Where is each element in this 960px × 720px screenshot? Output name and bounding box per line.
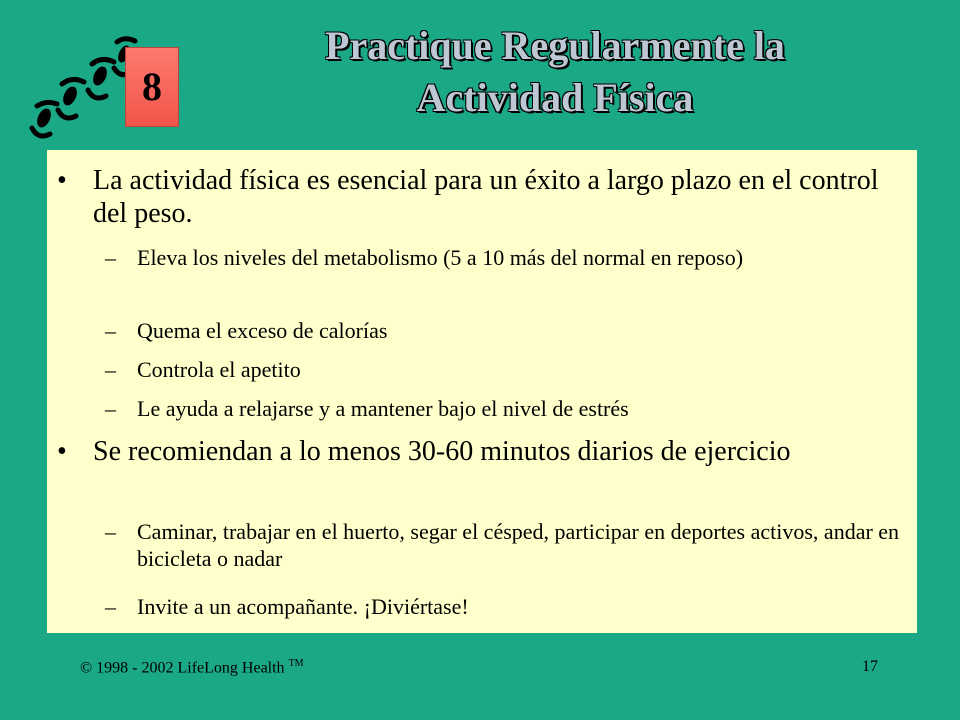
subitem-2-1: Caminar, trabajar en el huerto, segar el césped, participar en deportes activos, andar en bicicleta o nadar [137, 519, 900, 571]
subitem-1-1: Eleva los niveles del metabolismo (5 a 10 más del normal en reposo) [137, 245, 744, 270]
footprints-icon [22, 28, 142, 143]
bullet-dot: • [57, 436, 67, 467]
page-number: 17 [862, 658, 878, 675]
copyright-text: © 1998 - 2002 LifeLong Health [80, 659, 285, 677]
subitem-1-2: Quema el exceso de calorías [137, 318, 388, 343]
dash: – [105, 519, 116, 544]
bullet-text-2: Se recomiendan a lo menos 30-60 minutos diarios de ejercicio [93, 436, 791, 467]
dash: – [105, 357, 116, 382]
dash: – [105, 245, 116, 270]
bullet-dot: • [57, 165, 67, 196]
copyright-footer [80, 658, 304, 677]
title-line-1: Practique Regularmente la [325, 23, 785, 68]
dash: – [105, 396, 116, 421]
subitem-1-4: Le ayuda a relajarse y a mantener bajo el nivel de estrés [137, 396, 629, 421]
trademark-mark: TM [288, 658, 304, 669]
content-box [47, 150, 917, 633]
bullet-text-1: La actividad física es esencial para un éxito a largo plazo en el control del peso. [93, 165, 879, 229]
step-number-badge: 8 [125, 47, 179, 127]
title-line-2: Actividad Física [416, 75, 694, 120]
subitem-2-2: Invite a un acompañante. ¡Diviértase! [137, 594, 469, 619]
subitem-1-3: Controla el apetito [137, 357, 301, 382]
slide-title [210, 20, 900, 124]
dash: – [105, 594, 116, 619]
dash: – [105, 318, 116, 343]
